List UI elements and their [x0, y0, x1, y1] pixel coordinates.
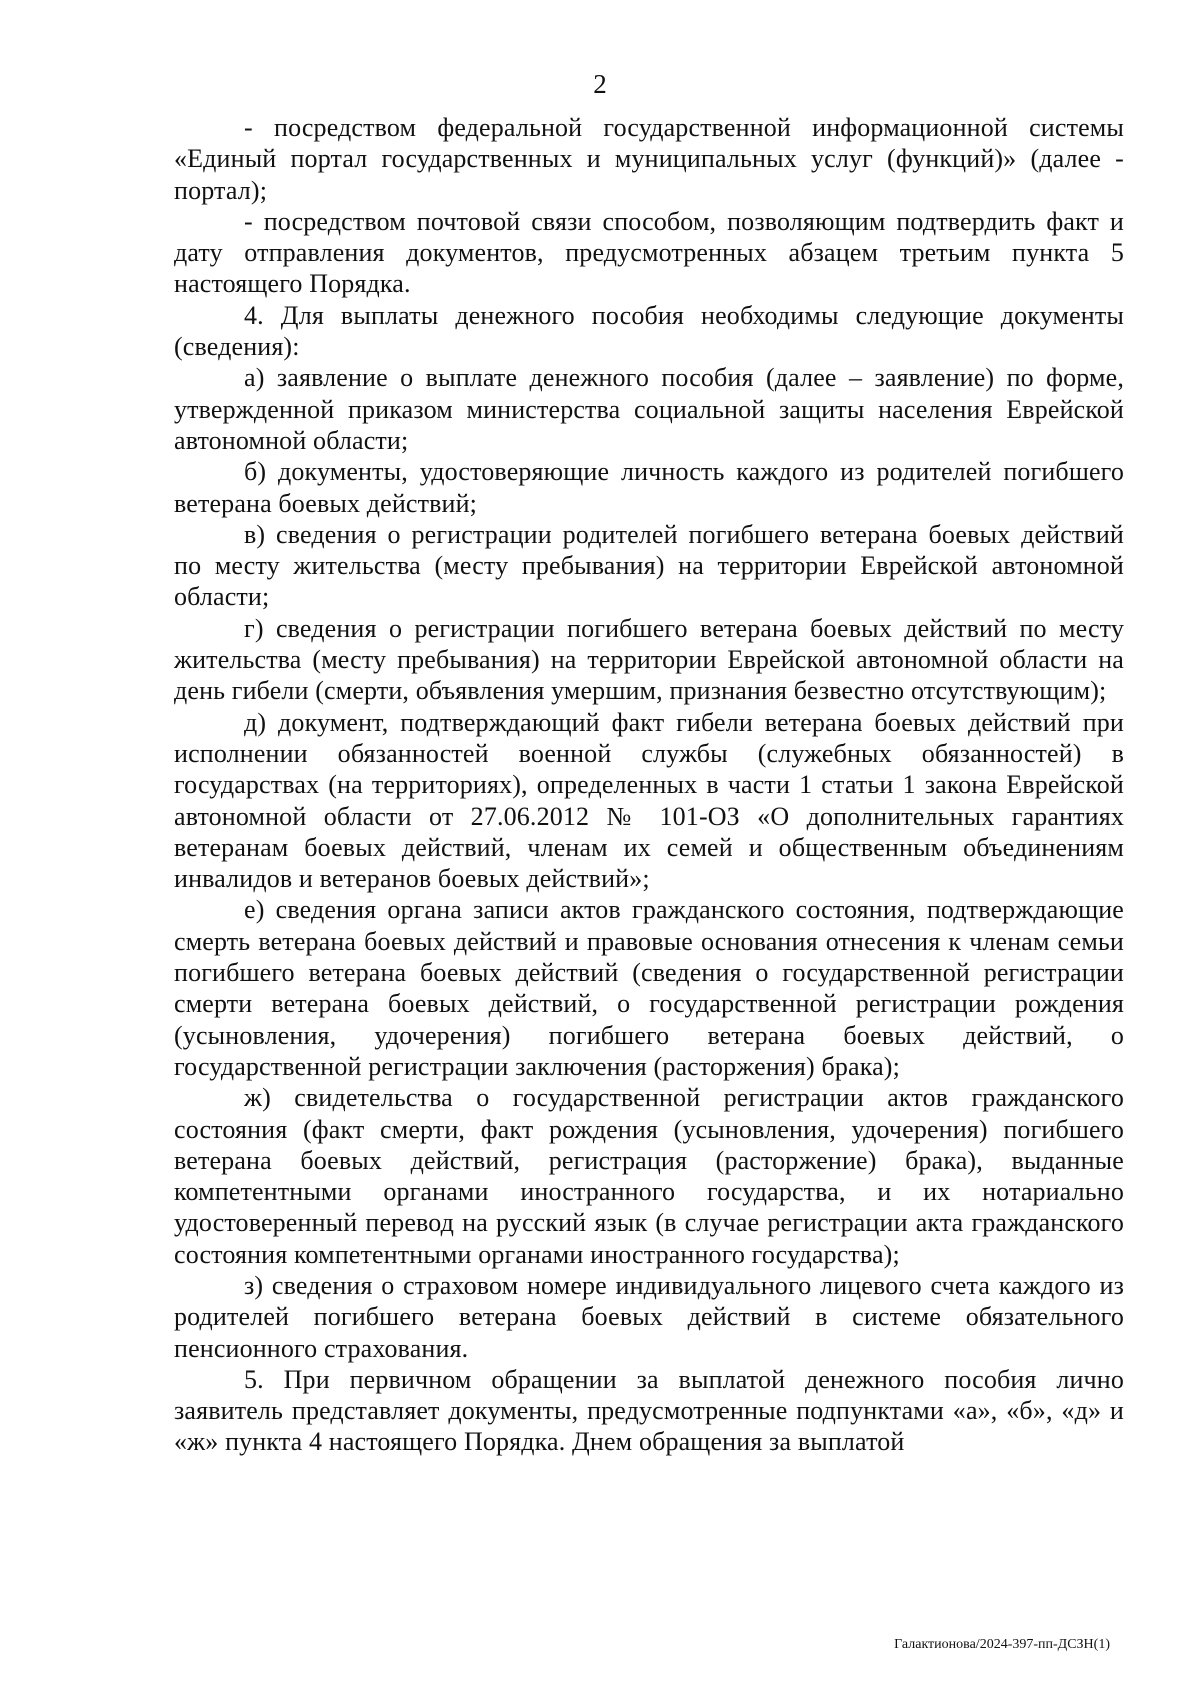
paragraph-subitem-z: з) сведения о страховом номере индивидуального лицевого счета каждого из родителей погибшего ветерана боевых действий в системе обязательного пенсионного страхования.	[174, 1270, 1124, 1363]
paragraph-subitem-d: д) документ, подтверждающий факт гибели ветерана боевых действий при исполнении обязанностей военной службы (служебных обязанностей) в государствах (на территориях), определенных в части 1 статьи 1 закона Еврейской автономной области от 27.06.2012 № 101-ОЗ «О дополнительных гарантиях ветеранам боевых действий, членам их семей и общественным объединениям инвалидов и ветеранов боевых действий»;	[174, 707, 1124, 894]
document-code-footer: Галактионова/2024-397-пп-ДСЗН(1)	[894, 1637, 1110, 1652]
paragraph-subitem-zh: ж) свидетельства о государственной регистрации актов гражданского состояния (факт смерти, факт рождения (усыновления, удочерения) погибшего ветерана боевых действий, регистрация (расторжение) брака), выданные компетентными органами иностранного государства, и их нотариально удостоверенный перевод на русский язык (в случае регистрации акта гражданского состояния компетентными органами иностранного государства);	[174, 1083, 1124, 1269]
paragraph-subitem-a: а) заявление о выплате денежного пособия (далее – заявление) по форме, утвержденной приказом министерства социальной защиты населения Еврейской автономной области;	[174, 363, 1124, 455]
paragraph-subitem-e: е) сведения органа записи актов гражданского состояния, подтверждающие смерть ветерана боевых действий и правовые основания отнесения к членам семьи погибшего ветерана боевых действий (сведения о государственной регистрации смерти ветерана боевых действий, о государственной регистрации рождения (усыновления, удочерения) погибшего ветерана боевых действий, о государственной регистрации заключения (расторжения) брака);	[174, 895, 1124, 1081]
paragraph-postal: - посредством почтовой связи способом, позволяющим подтвердить факт и дату отправления документов, предусмотренных абзацем третьим пункта 5 настоящего Порядка.	[174, 206, 1124, 299]
paragraph-item-5: 5. При первичном обращении за выплатой денежного пособия лично заявитель представляет документы, предусмотренные подпунктами «а», «б», «д» и «ж» пункта 4 настоящего Порядка. Днем обращения за выплатой	[174, 1364, 1124, 1457]
paragraph-subitem-g: г) сведения о регистрации погибшего ветерана боевых действий по месту жительства (месту пребывания) на территории Еврейской автономной области на день гибели (смерти, объявления умершим, признания безвестно отсутствующим);	[174, 613, 1124, 706]
paragraph-subitem-v: в) сведения о регистрации родителей погибшего ветерана боевых действий по месту жительства (месту пребывания) на территории Еврейской автономной области;	[174, 519, 1124, 612]
paragraph-subitem-b: б) документы, удостоверяющие личность каждого из родителей погибшего ветерана боевых действий;	[174, 457, 1124, 518]
page-number: 2	[593, 69, 607, 99]
paragraph-portal: - посредством федеральной государственной информационной системы «Единый портал государственных и муниципальных услуг (функций)» (далее - портал);	[174, 113, 1124, 205]
document-body	[174, 112, 1124, 1458]
paragraph-item-4: 4. Для выплаты денежного пособия необходимы следующие документы (сведения):	[174, 300, 1124, 362]
